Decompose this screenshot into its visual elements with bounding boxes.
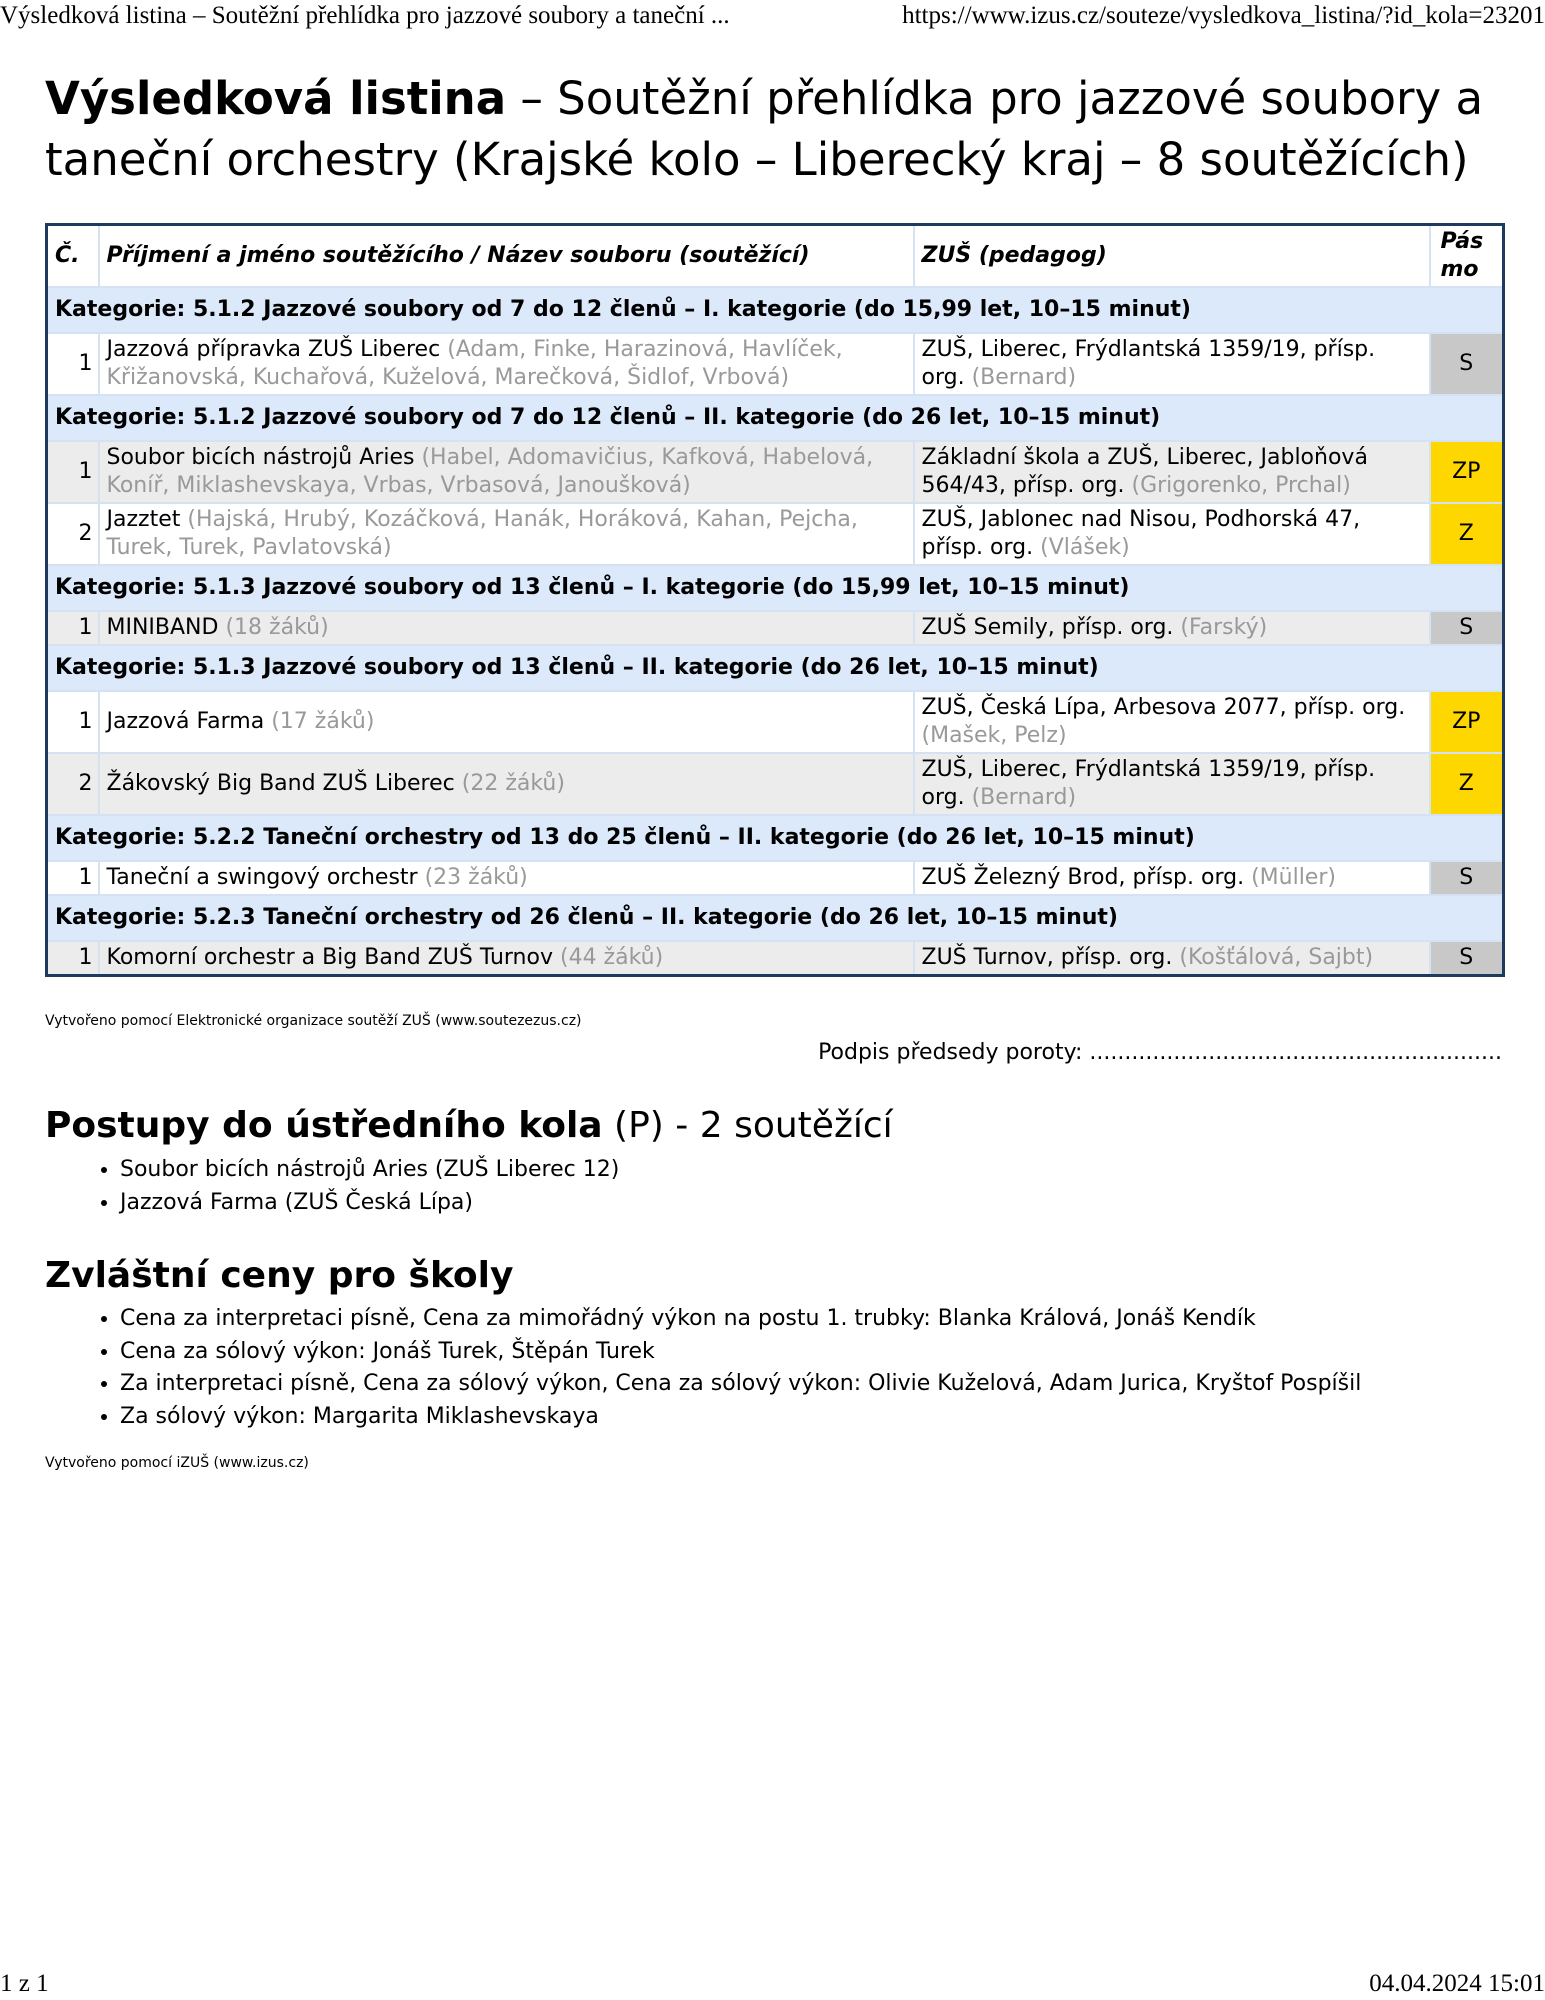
list-item: • Soubor bicích nástrojů Aries (ZUŠ Liberec 12) bbox=[120, 1154, 619, 1187]
page-number: 1 z 1 bbox=[0, 1970, 49, 1997]
page-title bbox=[45, 68, 1495, 190]
teacher-names: (Grigorenko, Prchal) bbox=[1131, 473, 1351, 498]
band-badge: ZP bbox=[1430, 691, 1504, 753]
contestant-members: (44 žáků) bbox=[559, 945, 664, 970]
contestant-cell bbox=[99, 691, 914, 753]
teacher-names: (Mašek, Pelz) bbox=[921, 723, 1067, 748]
band-badge: S bbox=[1430, 333, 1504, 395]
school-cell bbox=[914, 861, 1430, 895]
advances-heading bbox=[45, 1105, 893, 1146]
list-item: • Cena za sólový výkon: Jonáš Turek, Štěpán Turek bbox=[120, 1336, 1361, 1369]
category-label: Kategorie: 5.2.2 Taneční orchestry od 13 do 25 členů – II. kategorie (do 26 let, 10–15 minut) bbox=[47, 815, 1504, 861]
contestant-cell bbox=[99, 333, 914, 395]
table-row bbox=[47, 333, 1504, 395]
school-cell bbox=[914, 333, 1430, 395]
school-cell bbox=[914, 753, 1430, 815]
row-number: 1 bbox=[47, 691, 99, 753]
jury-signature-line: Podpis předsedy poroty: ........................................................... bbox=[818, 1040, 1502, 1065]
contestant-cell bbox=[99, 941, 914, 976]
school-name: ZUŠ Turnov, přísp. org. bbox=[921, 945, 1173, 970]
band-badge: Z bbox=[1430, 753, 1504, 815]
school-name: ZUŠ, Liberec, Frýdlantská 1359/19, přísp. org. bbox=[921, 757, 1376, 810]
school-cell bbox=[914, 691, 1430, 753]
contestant-name: Soubor bicích nástrojů Aries bbox=[106, 445, 415, 470]
school-cell bbox=[914, 503, 1430, 565]
contestant-cell bbox=[99, 861, 914, 895]
table-row bbox=[47, 611, 1504, 645]
contestant-members: (22 žáků) bbox=[461, 771, 565, 796]
contestant-members: (18 žáků) bbox=[225, 615, 329, 640]
school-name: ZUŠ, Jablonec nad Nisou, Podhorská 47, přísp. org. bbox=[921, 507, 1361, 560]
table-row bbox=[47, 861, 1504, 895]
contestant-members: (23 žáků) bbox=[424, 865, 528, 890]
prizes-list bbox=[75, 1303, 1361, 1433]
header-number: Č. bbox=[47, 225, 99, 288]
header-band: Pásmo bbox=[1430, 225, 1504, 288]
category-row bbox=[47, 565, 1504, 611]
row-number: 1 bbox=[47, 941, 99, 976]
category-label: Kategorie: 5.1.2 Jazzové soubory od 7 do 12 členů – II. kategorie (do 26 let, 10–15 minut) bbox=[47, 395, 1504, 441]
print-page-title: Výsledková listina – Soutěžní přehlídka pro jazzové soubory a taneční ... bbox=[0, 2, 730, 29]
title-rest: – Soutěžní přehlídka pro jazzové soubory a taneční orchestry (Krajské kolo – Liberecký kraj – 8 soutěžících) bbox=[45, 72, 1484, 186]
contestant-name: Jazzová Farma bbox=[106, 709, 265, 734]
category-label: Kategorie: 5.1.3 Jazzové soubory od 13 členů – I. kategorie (do 15,99 let, 10–15 minut) bbox=[47, 565, 1504, 611]
header-school: ZUŠ (pedagog) bbox=[914, 225, 1430, 288]
contestant-name: Jazztet bbox=[106, 507, 181, 532]
contestant-cell bbox=[99, 441, 914, 503]
row-number: 1 bbox=[47, 333, 99, 395]
row-number: 1 bbox=[47, 611, 99, 645]
teacher-names: (Bernard) bbox=[971, 365, 1077, 390]
list-item: • Za sólový výkon: Margarita Miklashevskaya bbox=[120, 1401, 1361, 1434]
contestant-cell bbox=[99, 611, 914, 645]
school-name: ZUŠ Železný Brod, přísp. org. bbox=[921, 865, 1245, 890]
category-row bbox=[47, 287, 1504, 333]
category-row bbox=[47, 645, 1504, 691]
results-table bbox=[45, 223, 1505, 977]
contestant-members: (Habel, Adomavičius, Kafková, Habelová, Koníř, Miklashevskaya, Vrbas, Vrbasová, Janoušková) bbox=[106, 445, 874, 498]
category-label: Kategorie: 5.2.3 Taneční orchestry od 26 členů – II. kategorie (do 26 let, 10–15 minut) bbox=[47, 895, 1504, 941]
table-row bbox=[47, 503, 1504, 565]
band-badge: Z bbox=[1430, 503, 1504, 565]
title-bold: Výsledková listina bbox=[45, 72, 507, 125]
header-name: Příjmení a jméno soutěžícího / Název souboru (soutěžící) bbox=[99, 225, 914, 288]
credit-izus: Vytvořeno pomocí iZUŠ (www.izus.cz) bbox=[45, 1455, 309, 1471]
contestant-name: Taneční a swingový orchestr bbox=[106, 865, 418, 890]
print-url: https://www.izus.cz/souteze/vysledkova_listina/?id_kola=23201 bbox=[902, 2, 1545, 29]
contestant-name: MINIBAND bbox=[106, 615, 219, 640]
school-cell bbox=[914, 611, 1430, 645]
school-cell bbox=[914, 441, 1430, 503]
advances-heading-bold: Postupy do ústředního kola bbox=[45, 1105, 603, 1146]
credit-soutezezus: Vytvořeno pomocí Elektronické organizace soutěží ZUŠ (www.soutezezus.cz) bbox=[45, 1013, 582, 1029]
category-row bbox=[47, 395, 1504, 441]
list-item: • Cena za interpretaci písně, Cena za mimořádný výkon na postu 1. trubky: Blanka Králová, Jonáš Kendík bbox=[120, 1303, 1361, 1336]
row-number: 1 bbox=[47, 441, 99, 503]
table-header bbox=[47, 225, 1504, 288]
row-number: 1 bbox=[47, 861, 99, 895]
contestant-members: (Hajská, Hrubý, Kozáčková, Hanák, Horáková, Kahan, Pejcha, Turek, Turek, Pavlatovská) bbox=[106, 507, 858, 560]
band-badge: ZP bbox=[1430, 441, 1504, 503]
table-row bbox=[47, 941, 1504, 976]
category-row bbox=[47, 815, 1504, 861]
print-datetime: 04.04.2024 15:01 bbox=[1369, 1970, 1545, 1997]
contestant-name: Žákovský Big Band ZUŠ Liberec bbox=[106, 771, 455, 796]
teacher-names: (Farský) bbox=[1180, 615, 1268, 640]
category-row bbox=[47, 895, 1504, 941]
category-label: Kategorie: 5.1.3 Jazzové soubory od 13 členů – II. kategorie (do 26 let, 10–15 minut) bbox=[47, 645, 1504, 691]
list-item: • Jazzová Farma (ZUŠ Česká Lípa) bbox=[120, 1187, 619, 1220]
school-cell bbox=[914, 941, 1430, 976]
teacher-names: (Vlášek) bbox=[1040, 535, 1130, 560]
band-badge: S bbox=[1430, 611, 1504, 645]
teacher-names: (Müller) bbox=[1251, 865, 1336, 890]
table-row bbox=[47, 753, 1504, 815]
contestant-members: (Adam, Finke, Harazinová, Havlíček, Křižanovská, Kuchařová, Kuželová, Marečková, Šidlof, Vrbová) bbox=[106, 337, 843, 390]
school-name: ZUŠ, Liberec, Frýdlantská 1359/19, přísp. org. bbox=[921, 337, 1376, 390]
prizes-heading: Zvláštní ceny pro školy bbox=[45, 1255, 514, 1296]
contestant-members: (17 žáků) bbox=[271, 709, 375, 734]
row-number: 2 bbox=[47, 753, 99, 815]
list-item: • Za interpretaci písně, Cena za sólový výkon, Cena za sólový výkon: Olivie Kuželová, Adam Jurica, Kryštof Pospíšil bbox=[120, 1368, 1361, 1401]
teacher-names: (Bernard) bbox=[971, 785, 1077, 810]
school-name: Základní škola a ZUŠ, Liberec, Jabloňová 564/43, přísp. org. bbox=[921, 445, 1368, 498]
school-name: ZUŠ, Česká Lípa, Arbesova 2077, přísp. org. bbox=[921, 695, 1406, 720]
advances-heading-rest: (P) - 2 soutěžící bbox=[602, 1105, 893, 1146]
school-name: ZUŠ Semily, přísp. org. bbox=[921, 615, 1174, 640]
contestant-name: Jazzová přípravka ZUŠ Liberec bbox=[106, 337, 441, 362]
contestant-name: Komorní orchestr a Big Band ZUŠ Turnov bbox=[106, 945, 553, 970]
row-number: 2 bbox=[47, 503, 99, 565]
table-row bbox=[47, 441, 1504, 503]
table-row bbox=[47, 691, 1504, 753]
band-badge: S bbox=[1430, 861, 1504, 895]
band-badge: S bbox=[1430, 941, 1504, 976]
category-label: Kategorie: 5.1.2 Jazzové soubory od 7 do 12 členů – I. kategorie (do 15,99 let, 10–15 minut) bbox=[47, 287, 1504, 333]
contestant-cell bbox=[99, 753, 914, 815]
advances-list bbox=[75, 1154, 619, 1219]
contestant-cell bbox=[99, 503, 914, 565]
teacher-names: (Košťálová, Sajbt) bbox=[1179, 945, 1374, 970]
